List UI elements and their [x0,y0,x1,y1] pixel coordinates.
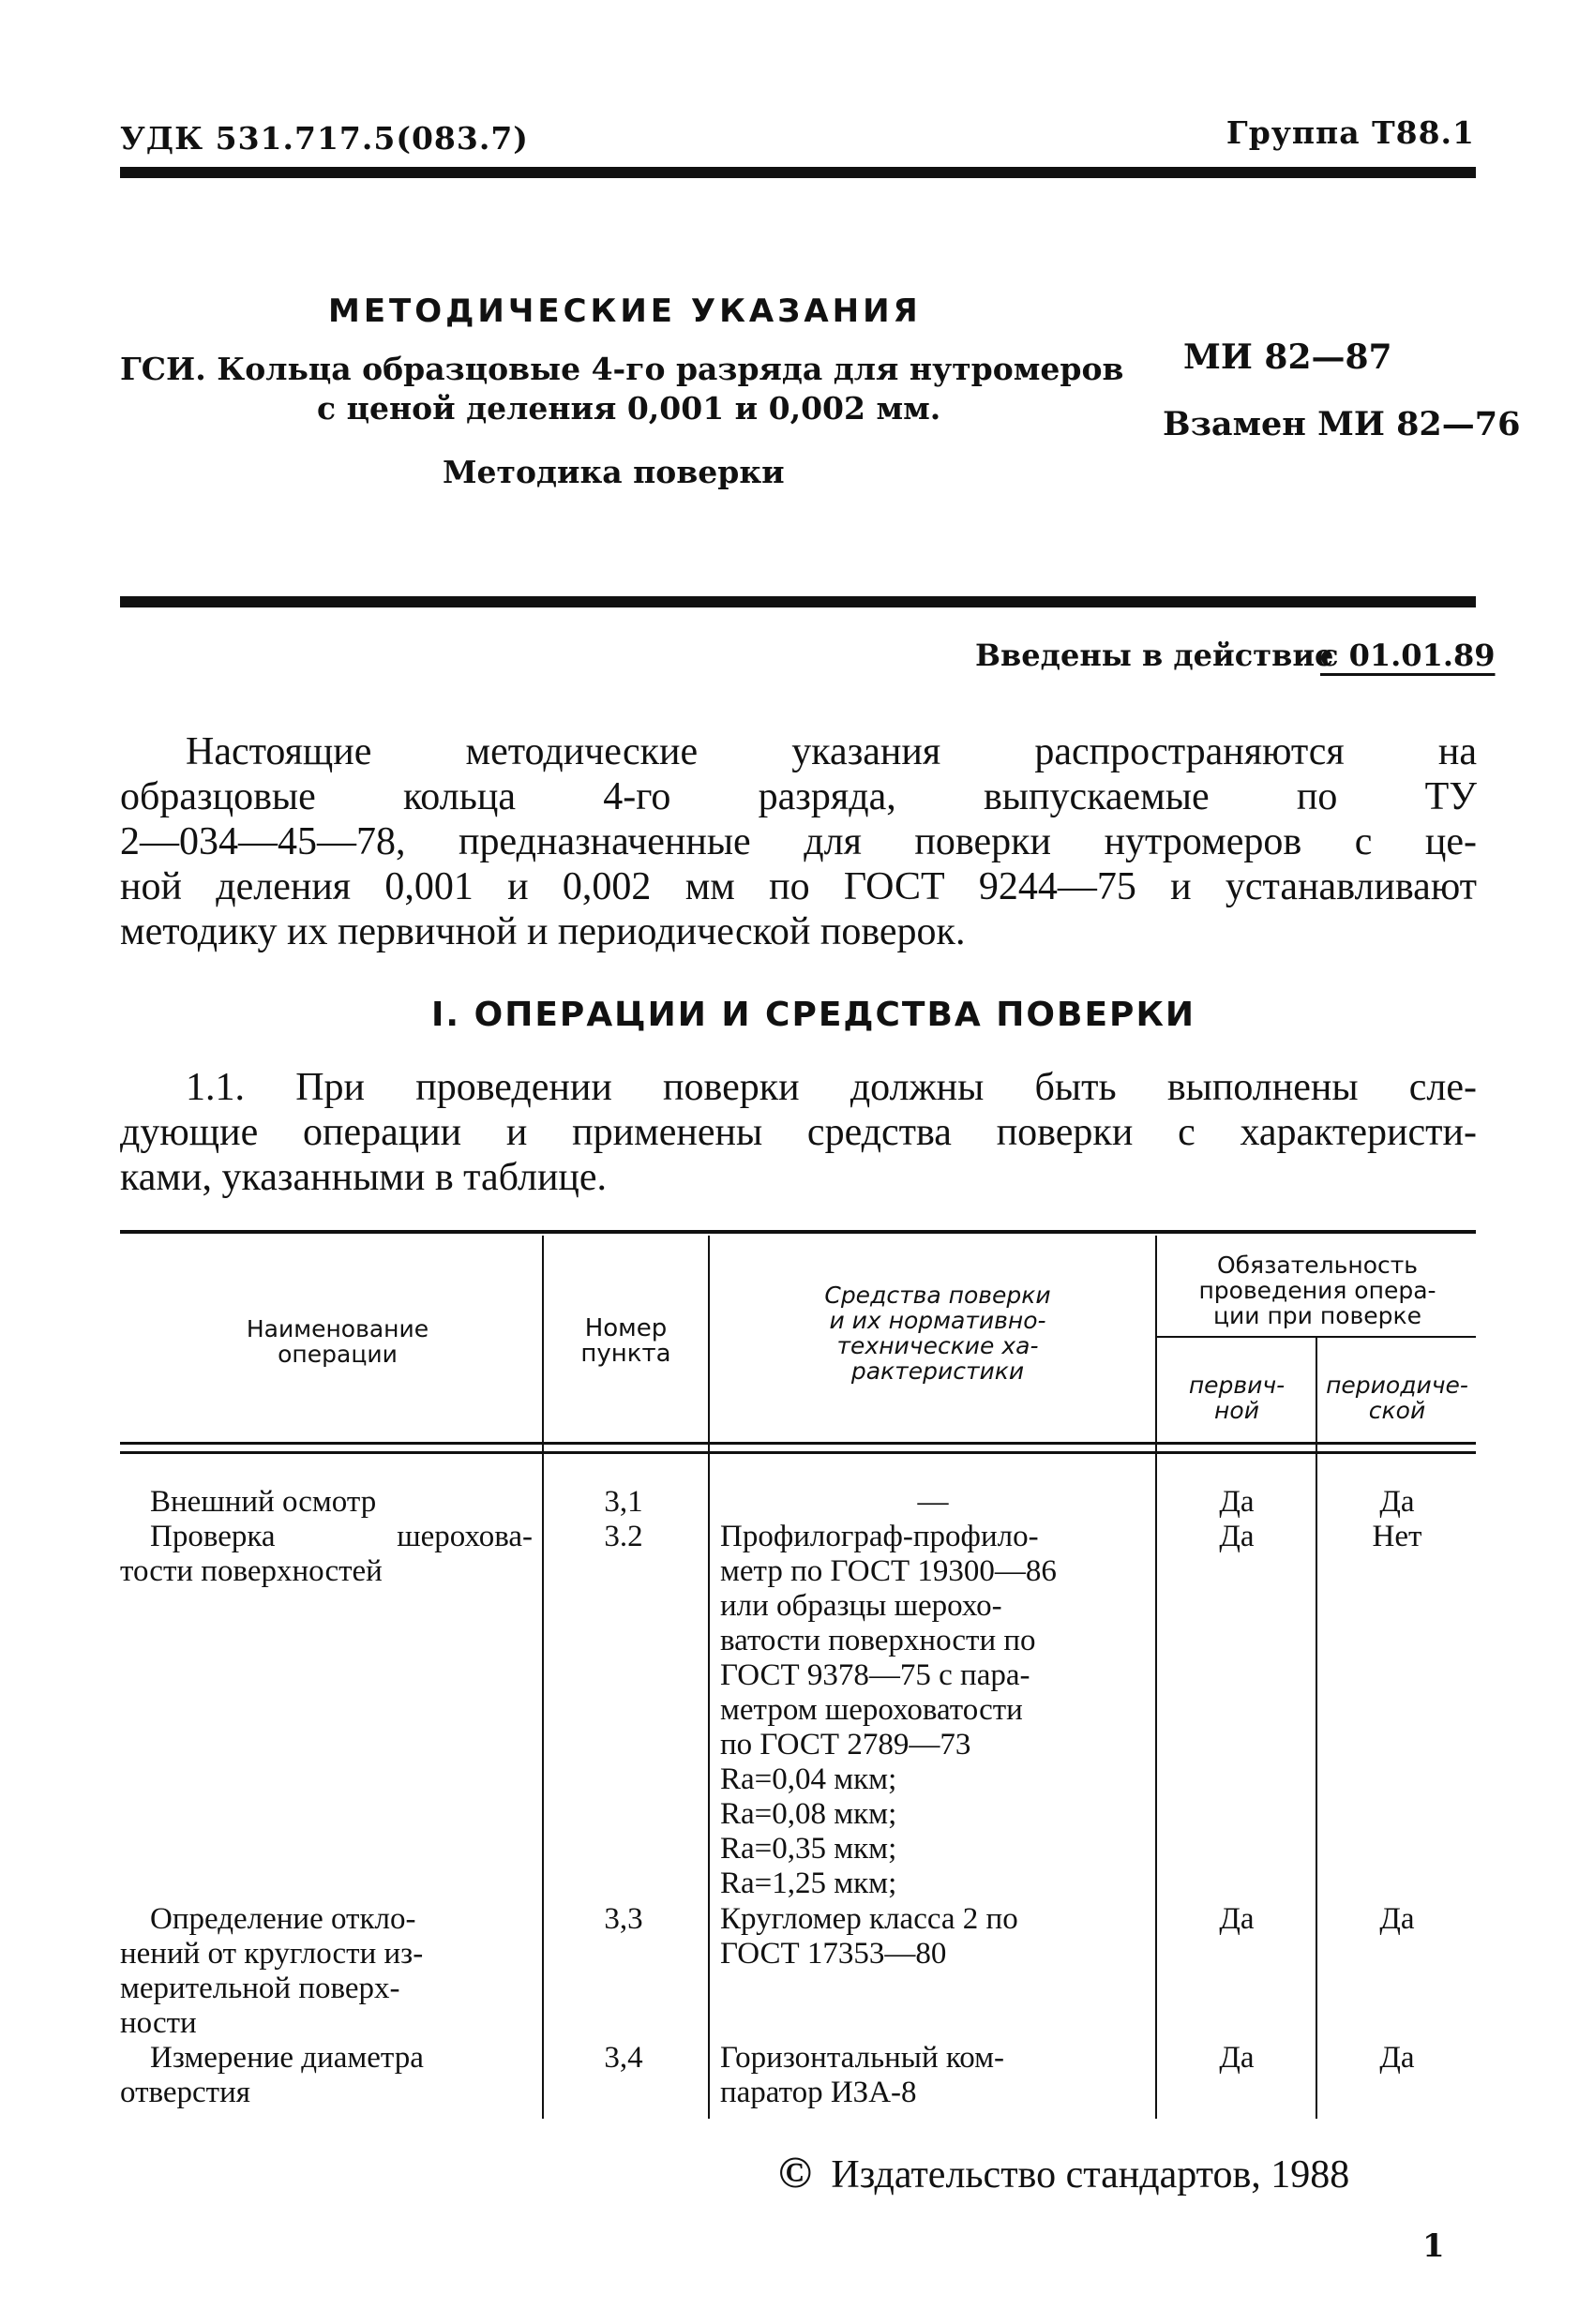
header-obligation-group [1159,1252,1476,1328]
header-item-number [549,1316,703,1367]
cell-text: метр по ГОСТ 19300—86 [720,1554,1057,1588]
document-title-line1: ГСИ. Кольца образцовые 4-го разряда для нутромеров [120,351,1124,387]
row-periodic: Да [1379,1485,1415,1519]
header-rule [120,167,1476,178]
cell-text: ГОСТ 17353—80 [720,1937,947,1971]
udk-code: УДК 531.717.5(083.7) [120,120,529,157]
cell-word: Проверка [150,1520,276,1553]
replaces-code: Взамен МИ 82—76 [1163,405,1521,443]
header-primary [1159,1372,1315,1423]
document-subtitle: Методика поверки [443,454,785,490]
cell-text: Внешний осмотр [150,1485,377,1519]
row-verification-means [720,1520,1142,1901]
cell-text: ности [120,2006,197,2040]
cell-text: Ra=0,35 мкм; [720,1832,897,1866]
copyright-line [778,2147,1349,2198]
table-top-rule [120,1230,1476,1234]
row-operation-name [120,2041,533,2110]
intro-line: Настоящие методические указания распространяются на [186,730,1477,773]
cell-text: ватости поверхности по [720,1624,1036,1657]
section1-paragraph [120,1065,1477,1200]
effective-date-underline [1320,673,1474,676]
effective-label: Введены в действие [975,637,1334,673]
cell-text [120,1520,533,1554]
section1-line: ками, указанными в таблице. [120,1156,608,1199]
row-verification-means [722,1485,1144,1520]
header-text: технические ха- [836,1332,1039,1359]
intro-line: методику их первичной и периодической поверок. [120,910,966,953]
intro-paragraph [120,729,1477,954]
table-column-divider [708,1236,710,2119]
header-text: проведения опера- [1198,1277,1436,1304]
section-heading: I. ОПЕРАЦИИ И СРЕДСТВА ПОВЕРКИ [431,996,1196,1034]
row-item-number: 3.2 [604,1520,643,1553]
cell-text: Ra=0,08 мкм; [720,1797,897,1831]
table-column-divider [542,1236,544,2119]
header-text: ной [1214,1397,1259,1424]
cell-text: Определение откло- [150,1902,416,1936]
header-text: и их нормативно- [829,1307,1046,1334]
cell-text: Ra=1,25 мкм; [720,1867,897,1900]
cell-text: Кругломер класса 2 по [720,1902,1018,1936]
row-primary: Да [1219,1902,1255,1936]
intro-line: 2—034—45—78, предназначенные для поверки нутромеров с це- [120,820,1477,863]
cell-text: отверстия [120,2076,250,2109]
group-code: Группа Т88.1 [1226,114,1475,151]
cell-text: Измерение диаметра [150,2041,424,2075]
copyright-icon: © [778,2148,812,2197]
row-primary: Да [1219,1485,1255,1519]
cell-text: тости поверхностей [120,1554,383,1588]
row-periodic: Да [1379,1902,1415,1936]
header-verification-means [741,1282,1135,1384]
row-item-number: 3,1 [604,1485,643,1519]
effective-date: с 01.01.89 [1320,637,1496,673]
row-item-number: 3,3 [604,1902,643,1936]
cell-text: — [917,1485,949,1519]
cell-text: Ra=0,04 мкм; [720,1762,897,1796]
page-number: 1 [1422,2227,1445,2265]
header-text: пункта [580,1340,671,1368]
header-periodic [1318,1372,1476,1423]
header-text: операции [278,1341,398,1368]
row-primary: Да [1219,2041,1255,2075]
document-code: МИ 82—87 [1183,337,1392,377]
header-text: периодиче- [1326,1372,1468,1399]
header-operation-name [188,1316,488,1367]
row-primary: Да [1219,1520,1255,1553]
section1-line: 1.1. При проведении поверки должны быть выполнены сле- [186,1066,1477,1109]
intro-line: ной деления 0,001 и 0,002 мм по ГОСТ 9244—75 и устанавливают [120,865,1477,908]
row-operation-name [150,1485,534,1520]
row-operation-name [120,1902,533,2041]
header-text: ции при поверке [1213,1302,1421,1329]
header-text: Наименование [246,1315,429,1342]
header-text: Номер [584,1314,668,1342]
section1-line: дующие операции и применены средства поверки с характеристи- [120,1111,1477,1154]
row-item-number: 3,4 [604,2041,643,2075]
table-column-divider [1316,1338,1317,2119]
row-verification-means [720,2041,1142,2110]
row-periodic: Нет [1372,1520,1422,1553]
intro-line: образцовые кольца 4-го разряда, выпускаемые по ТУ [120,775,1477,818]
cell-text: Горизонтальный ком- [720,2041,1004,2075]
table-header-rule [120,1451,1476,1454]
cell-text: Профилограф-профило- [720,1520,1039,1553]
cell-word: шерохова- [397,1520,533,1553]
cell-text: или образцы шерохо- [720,1589,1002,1623]
title-rule [120,596,1476,607]
header-text: Обязательность [1216,1252,1419,1279]
header-text: Средства поверки [824,1282,1051,1309]
cell-text: паратор ИЗА-8 [720,2076,917,2109]
cell-text: нений от круглости из- [120,1937,424,1971]
doc-type: МЕТОДИЧЕСКИЕ УКАЗАНИЯ [328,292,922,330]
document-title-line2: с ценой деления 0,001 и 0,002 мм. [317,390,941,427]
header-text: ской [1368,1397,1426,1424]
header-text: первич- [1188,1372,1286,1399]
row-periodic: Да [1379,2041,1415,2075]
cell-text: ГОСТ 9378—75 с пара- [720,1658,1030,1692]
cell-text: по ГОСТ 2789—73 [720,1728,971,1762]
row-verification-means [720,1902,1142,1972]
row-operation-name [120,1520,533,1589]
cell-text: мерительной поверх- [120,1972,400,2005]
table-column-divider [1155,1236,1157,2119]
table-header-rule [120,1442,1476,1445]
header-text: рактеристики [850,1357,1025,1385]
copyright-text: Издательство стандартов, 1988 [831,2153,1350,2197]
cell-text: метром шероховатости [720,1693,1023,1727]
